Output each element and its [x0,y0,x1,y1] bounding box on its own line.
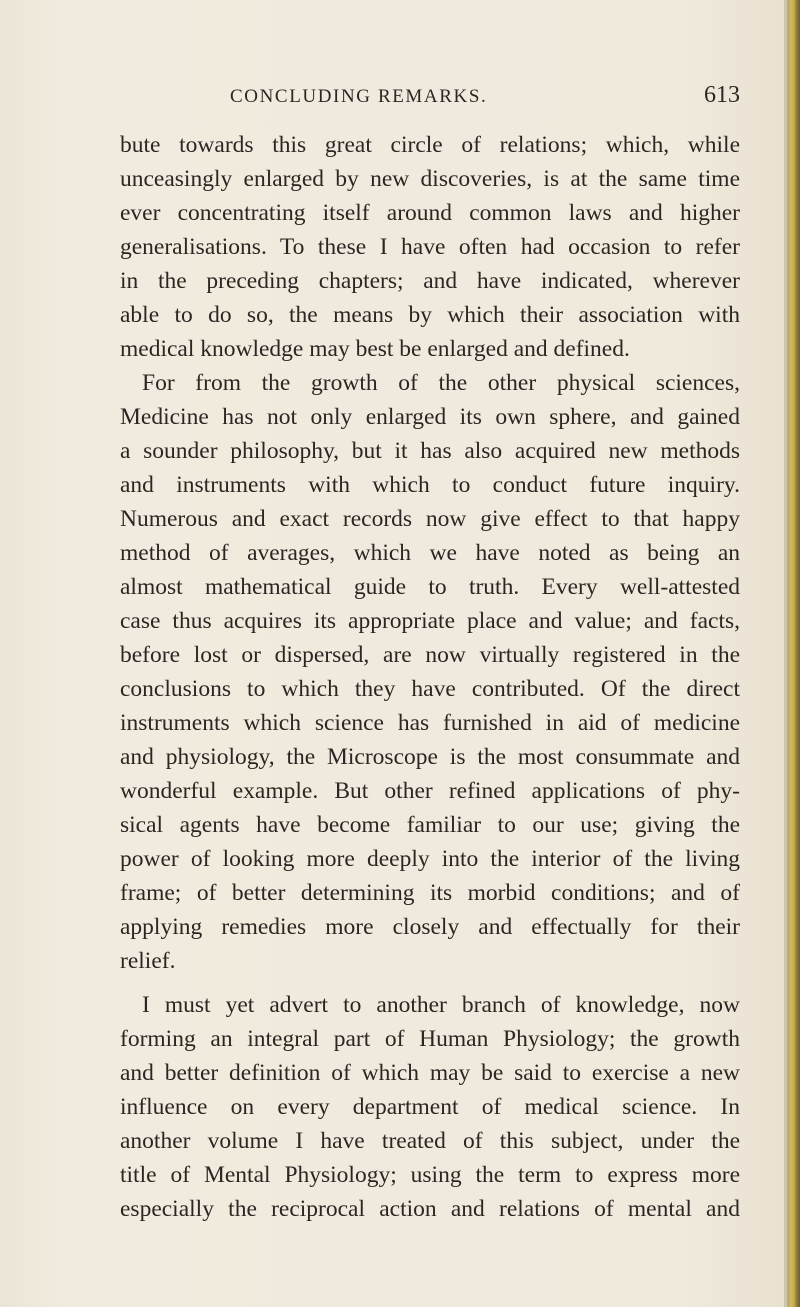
text-line: frame; of better determining its morbid conditions; and of [120,880,740,906]
running-head [120,78,740,112]
body-text [120,128,740,1226]
running-head-title: CONCLUDING REMARKS. [230,86,488,107]
text-line: almost mathematical guide to truth. Every well-attested [120,574,740,600]
text-line: and instruments with which to conduct future inquiry. [120,472,740,498]
page-number: 613 [704,82,740,108]
text-line: forming an integral part of Human Physiology; the growth [120,1026,740,1052]
text-line: before lost or dispersed, are now virtually registered in the [120,642,740,668]
text-line: medical knowledge may best be enlarged and defined. [120,336,630,362]
text-line: Numerous and exact records now give effect to that happy [120,506,740,532]
text-line: ever concentrating itself around common laws and higher [120,200,740,226]
paragraph-1 [120,128,740,366]
text-line: I must yet advert to another branch of knowledge, now [142,992,740,1018]
text-line: Medicine has not only enlarged its own sphere, and gained [120,404,740,430]
text-line: unceasingly enlarged by new discoveries, is at the same time [120,166,740,192]
text-line: a sounder philosophy, but it has also acquired new methods [120,438,740,464]
text-line: case thus acquires its appropriate place and value; and facts, [120,608,740,634]
text-line: relief. [120,948,176,974]
text-line: instruments which science has furnished in aid of medicine [120,710,740,736]
text-line: especially the reciprocal action and relations of mental and [120,1196,740,1222]
text-line: conclusions to which they have contributed. Of the direct [120,676,740,702]
text-line: applying remedies more closely and effectually for their [120,914,740,940]
text-line: For from the growth of the other physical sciences, [142,370,740,396]
text-line: wonderful example. But other refined applications of phy- [120,778,740,804]
page-gilded-edge [784,0,800,1307]
text-line: title of Mental Physiology; using the term to express more [120,1162,740,1188]
text-line: power of looking more deeply into the interior of the living [120,846,740,872]
text-line: and better definition of which may be said to exercise a new [120,1060,740,1086]
text-line: bute towards this great circle of relations; which, while [120,132,740,158]
text-line: and physiology, the Microscope is the most consummate and [120,744,740,770]
paragraph-2 [120,366,740,978]
text-line: sical agents have become familiar to our use; giving the [120,812,740,838]
paragraph-3 [120,988,740,1226]
text-line: another volume I have treated of this subject, under the [120,1128,740,1154]
text-line: method of averages, which we have noted as being an [120,540,740,566]
text-line: in the preceding chapters; and have indicated, wherever [120,268,740,294]
text-line: generalisations. To these I have often had occasion to refer [120,234,740,260]
text-line: able to do so, the means by which their association with [120,302,740,328]
paragraph-spacer [120,978,740,988]
text-line: influence on every department of medical science. In [120,1094,740,1120]
